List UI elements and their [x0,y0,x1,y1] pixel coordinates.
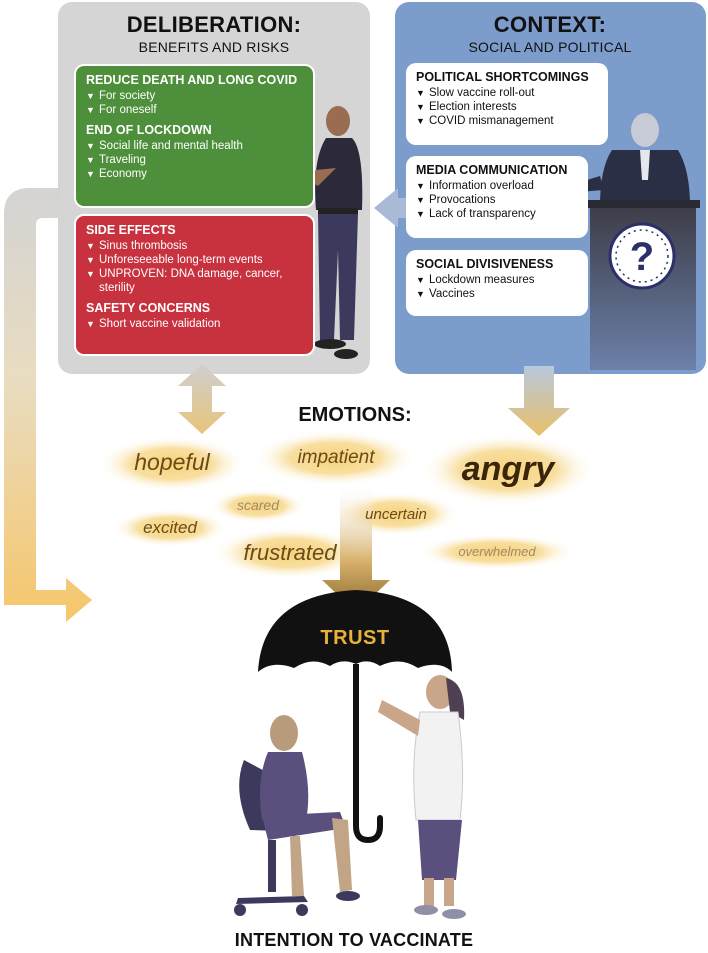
benefit-item: ▼ For society [86,89,303,103]
intention-to-vaccinate-label: INTENTION TO VACCINATE [234,930,474,950]
media-heading: MEDIA COMMUNICATION [416,163,568,177]
benefits-card [74,64,315,208]
media-item: ▼ Lack of transparency [416,207,578,221]
emotion-uncertain: uncertain [365,506,427,523]
political-item: ▼ Slow vaccine roll-out [416,86,598,100]
benefits-heading-1: REDUCE DEATH AND LONG COVID [86,73,298,87]
media-item: ▼ Provocations [416,193,578,207]
emotion-frustrated: frustrated [243,540,337,565]
media-list [416,179,578,221]
risk-item: ▼ UNPROVEN: DNA damage, cancer, sterility [86,267,303,295]
context-title: CONTEXT: [493,12,607,37]
emotion-angry: angry [461,450,555,488]
emotion-scared: scared [236,497,280,513]
benefit-item: ▼ For oneself [86,103,303,117]
political-item: ▼ Election interests [416,100,598,114]
risk-item: ▼ Unforeseeable long-term events [86,253,303,267]
deliberation-subtitle: BENEFITS AND RISKS [138,39,290,55]
emotion-excited: excited [143,518,197,537]
nurse-silhouette [378,675,466,919]
deliberation-title: DELIBERATION: [126,12,302,37]
benefits-heading-2: END OF LOCKDOWN [86,123,212,137]
context-subtitle: SOCIAL AND POLITICAL [468,39,632,55]
podium-icon [586,200,700,370]
risks-list-2 [86,317,303,331]
social-item: ▼ Lockdown measures [416,273,578,287]
risks-heading-2: SAFETY CONCERNS [86,301,211,315]
risk-item: ▼ Sinus thrombosis [86,239,303,253]
political-list [416,86,598,128]
podium-question-mark: ? [629,235,655,279]
social-heading: SOCIAL DIVISIVENESS [416,257,554,271]
risk-item: ▼ Short vaccine validation [86,317,303,331]
media-item: ▼ Information overload [416,179,578,193]
risks-card [74,214,315,356]
political-item: ▼ COVID mismanagement [416,114,598,128]
context-heading [400,12,700,55]
deliberation-heading [62,12,366,55]
risks-list-1 [86,239,303,295]
emotion-hopeful: hopeful [134,449,210,475]
benefit-item: ▼ Economy [86,167,303,181]
emotions-title: EMOTIONS: [298,404,412,426]
trust-label: TRUST [320,627,390,649]
social-item: ▼ Vaccines [416,287,578,301]
context-emotions-arrow [508,366,570,436]
seated-woman-silhouette [234,715,360,916]
benefit-item: ▼ Traveling [86,153,303,167]
emotion-overwhelmed: overwhelmed [458,544,536,559]
political-shortcomings-card [406,63,608,145]
deliberation-emotions-arrow [178,364,226,434]
benefits-list-1 [86,89,303,117]
emotion-impatient: impatient [297,447,375,468]
benefit-item: ▼ Social life and mental health [86,139,303,153]
social-divisiveness-card [406,250,588,316]
risks-heading-1: SIDE EFFECTS [86,223,176,237]
social-list [416,273,578,301]
political-heading: POLITICAL SHORTCOMINGS [416,70,589,84]
benefits-list-2 [86,139,303,181]
media-communication-card [406,156,588,238]
